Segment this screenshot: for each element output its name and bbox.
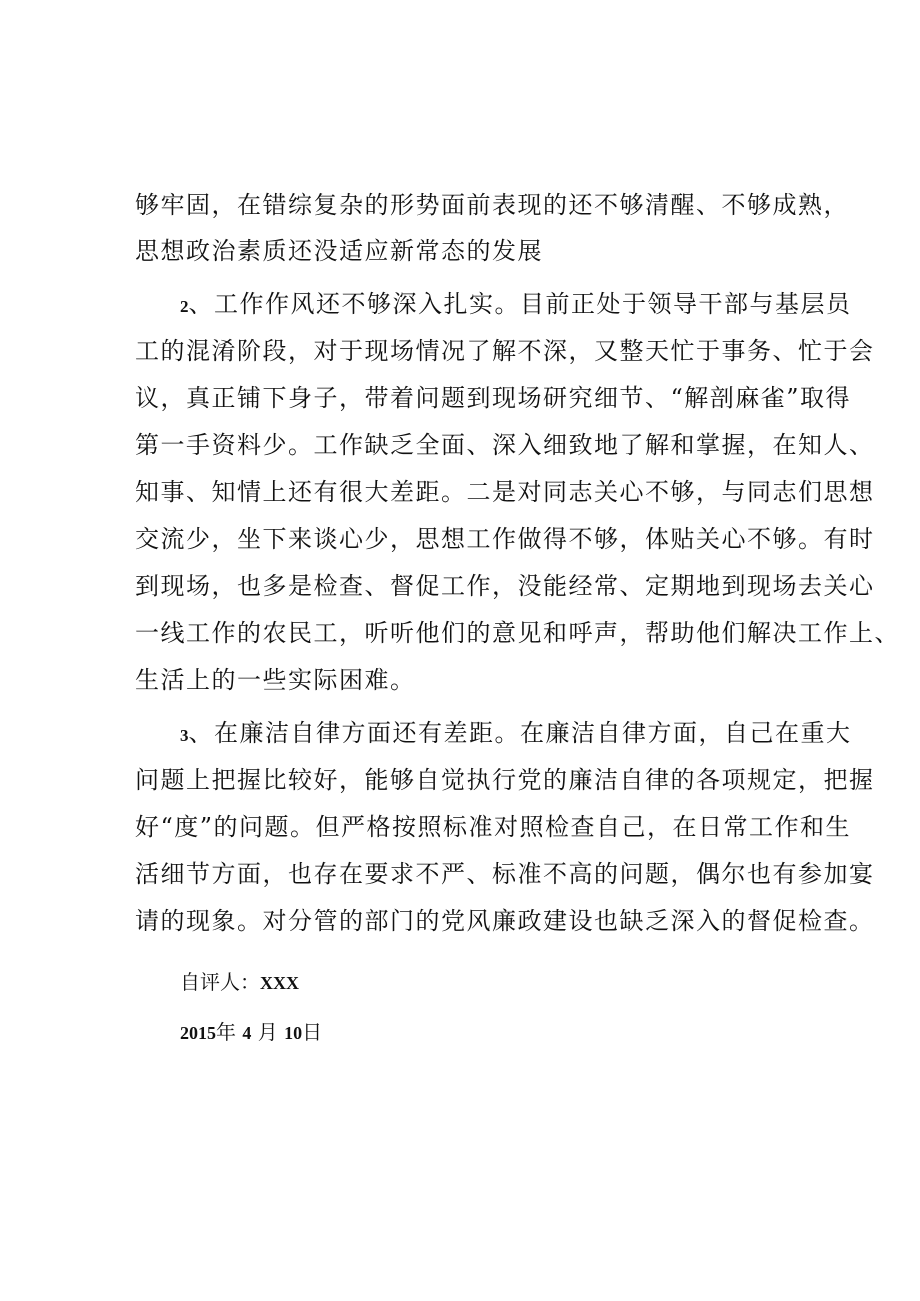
para2-line-1 [180, 289, 852, 322]
para1-line-1: 够牢固，在错综复杂的形势面前表现的还不够清醒、不够成熟， [135, 191, 849, 219]
date-day: 10 [284, 1023, 303, 1043]
para3-line-4: 活细节方面，也存在要求不严、标准不高的问题，偶尔也有参加宴 [135, 860, 875, 888]
para3-line-5: 请的现象。对分管的部门的党风廉政建设也缺乏深入的督促检查。 [135, 907, 875, 935]
para3-number: 3 [180, 726, 189, 745]
para2-line-3: 议，真正铺下身子，带着问题到现场研究细节、“解剖麻雀”取得 [135, 384, 852, 412]
para1-line-2: 思想政治素质还没适应新常态的发展 [135, 237, 543, 265]
para3-heading: 、在廉洁自律方面还有差距。在廉洁自律方面，自己在重大 [188, 719, 852, 747]
date-month-unit: 月 [257, 1020, 278, 1044]
para3-line-2: 问题上把握比较好，能够自觉执行党的廉洁自律的各项规定，把握 [135, 766, 875, 794]
para2-line-7: 到现场，也多是检查、督促工作，没能经常、定期地到现场去关心 [135, 572, 875, 600]
date-month: 4 [242, 1023, 252, 1043]
para2-line-4: 第一手资料少。工作缺乏全面、深入细致地了解和掌握，在知人、 [135, 431, 875, 459]
para2-line-6: 交流少，坐下来谈心少，思想工作做得不够，体贴关心不够。有时 [135, 525, 875, 553]
para2-line-8: 一线工作的农民工，听听他们的意见和呼声，帮助他们解决工作上、 [135, 619, 900, 647]
para3-line-3: 好“度”的问题。但严格按照标准对照检查自己，在日常工作和生 [135, 813, 852, 841]
date-year-unit: 年 [216, 1020, 236, 1044]
signature-name: XXX [260, 973, 299, 993]
date-line [180, 1018, 322, 1047]
para2-line-5: 知事、知情上还有很大差距。二是对同志关心不够，与同志们思想 [135, 478, 875, 506]
signature-line [180, 968, 299, 997]
para2-line-9: 生活上的一些实际困难。 [135, 666, 416, 694]
para2-heading: 、工作作风还不够深入扎实。目前正处于领导干部与基层员 [188, 290, 852, 318]
date-year: 2015 [180, 1023, 216, 1043]
para2-line-2: 工的混淆阶段，对于现场情况了解不深，又整天忙于事务、忙于会 [135, 337, 875, 365]
para3-line-1 [180, 718, 852, 751]
date-day-unit: 日 [302, 1020, 323, 1044]
signature-label: 自评人： [180, 970, 260, 994]
para2-number: 2 [180, 297, 189, 316]
